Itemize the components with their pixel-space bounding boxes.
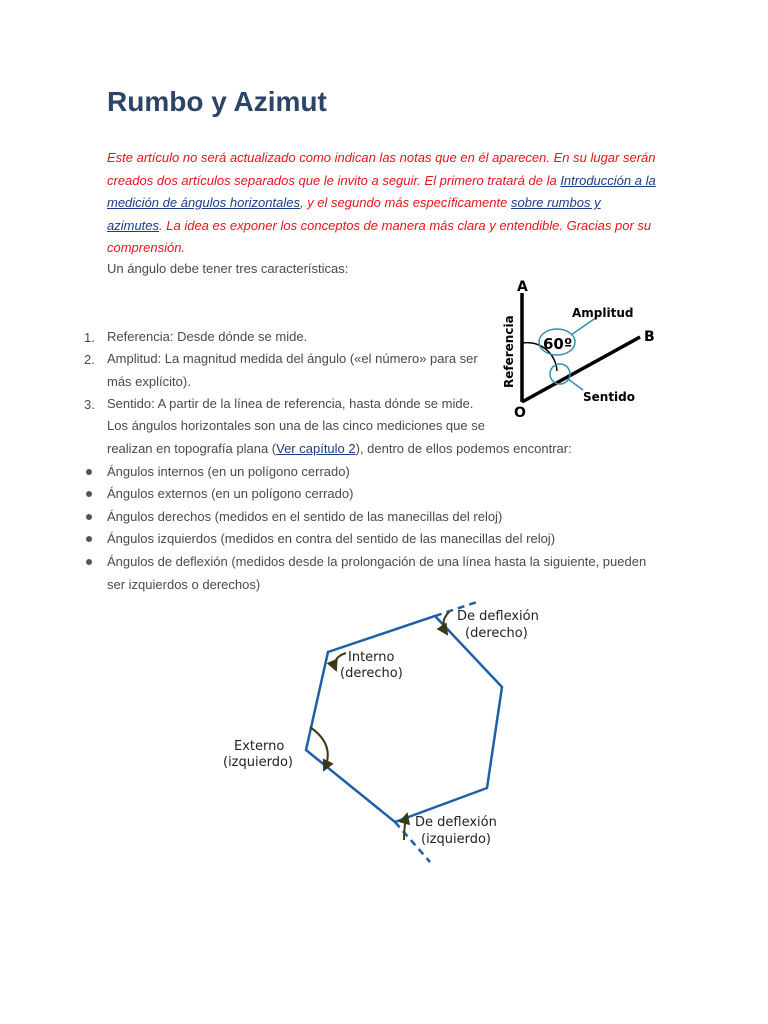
bullet-dot <box>86 491 92 497</box>
intro-text: Un ángulo debe tener tres características: <box>107 261 349 276</box>
internal-label-1: Interno <box>348 650 395 665</box>
notice-text-2: , y el segundo más específicamente <box>299 195 511 210</box>
bullet-dot <box>86 469 92 475</box>
horizontal-angles-paragraph <box>107 415 572 460</box>
deflection-left-label-2: (izquierdo) <box>421 832 492 847</box>
notice-text-3: . La idea es exponer los conceptos de manera más clara y entendible. Gracias por su comprensión. <box>107 217 652 255</box>
list-number-3: 3. <box>84 397 95 412</box>
bullet-item-derechos: Ángulos derechos (medidos en el sentido de las manecillas del reloj) <box>107 509 503 524</box>
bullet-dot <box>86 559 92 565</box>
angle-diagram <box>495 275 670 420</box>
deflection-right-label-2: (derecho) <box>465 626 528 641</box>
bullet-item-deflexion-line1: Ángulos de deflexión (medidos desde la prolongación de una línea hasta la siguiente, pueden <box>107 554 647 569</box>
notice-text-1: Este artículo no será actualizado como indican las notas que en él aparecen. En su lugar serán creados dos artículos separados que le invito a seguir. El primero tratará de la <box>107 150 656 188</box>
direction-pointer <box>568 379 583 390</box>
link-ver-capitulo-2[interactable]: Ver capítulo 2 <box>276 440 356 456</box>
internal-label-2: (derecho) <box>340 666 403 681</box>
point-a-label: A <box>517 279 528 295</box>
notice-paragraph <box>107 147 657 260</box>
direction-label: Sentido <box>583 390 636 404</box>
deflection-left-label-1: De deflexión <box>415 815 497 830</box>
list-item-sentido: Sentido: A partir de la línea de referencia, hasta dónde se mide. <box>107 396 474 411</box>
list-item-amplitud-line2: más explícito). <box>107 373 191 389</box>
para2-text-before: realizan en topografía plana ( <box>107 440 277 456</box>
para2-text-after: ), dentro de ellos podemos encontrar: <box>355 440 572 456</box>
deflection-right-label-1: De deflexión <box>457 609 539 624</box>
reference-label: Referencia <box>502 315 516 388</box>
point-b-label: B <box>644 329 655 345</box>
degrees-label: 60º <box>543 335 573 353</box>
list-item-referencia: Referencia: Desde dónde se mide. <box>107 329 308 344</box>
arrow-external <box>310 727 328 770</box>
para2-line1: Los ángulos horizontales son una de las cinco mediciones que se <box>107 418 485 433</box>
link-intro-horizontal-angles[interactable]: Introducción a la medición de ángulos horizontales <box>107 172 656 210</box>
external-label-2: (izquierdo) <box>223 755 294 770</box>
bullet-item-deflexion-line2: ser izquierdos o derechos) <box>107 576 261 592</box>
point-o-label: O <box>514 405 526 420</box>
polygon-angles-diagram <box>215 600 545 870</box>
bullet-dot <box>86 514 92 520</box>
list-item-amplitud-line1: Amplitud: La magnitud medida del ángulo («el número» para ser <box>107 351 478 366</box>
amplitude-label: Amplitud <box>572 306 634 320</box>
link-rumbos-azimutes[interactable]: sobre rumbos y azimutes <box>107 195 601 233</box>
bullet-item-izquierdos: Ángulos izquierdos (medidos en contra del sentido de las manecillas del reloj) <box>107 531 556 546</box>
list-number-1: 1. <box>84 330 95 345</box>
hexagon <box>306 616 502 822</box>
external-label-1: Externo <box>234 739 285 754</box>
bullet-dot <box>86 536 92 542</box>
list-item-amplitud <box>107 348 478 393</box>
bullet-item-externos: Ángulos externos (en un polígono cerrado) <box>107 486 354 501</box>
list-number-2: 2. <box>84 352 95 367</box>
page-title: Rumbo y Azimut <box>107 86 327 117</box>
bullet-item-internos: Ángulos internos (en un polígono cerrado) <box>107 464 350 479</box>
bullet-item-deflexion <box>107 551 646 596</box>
